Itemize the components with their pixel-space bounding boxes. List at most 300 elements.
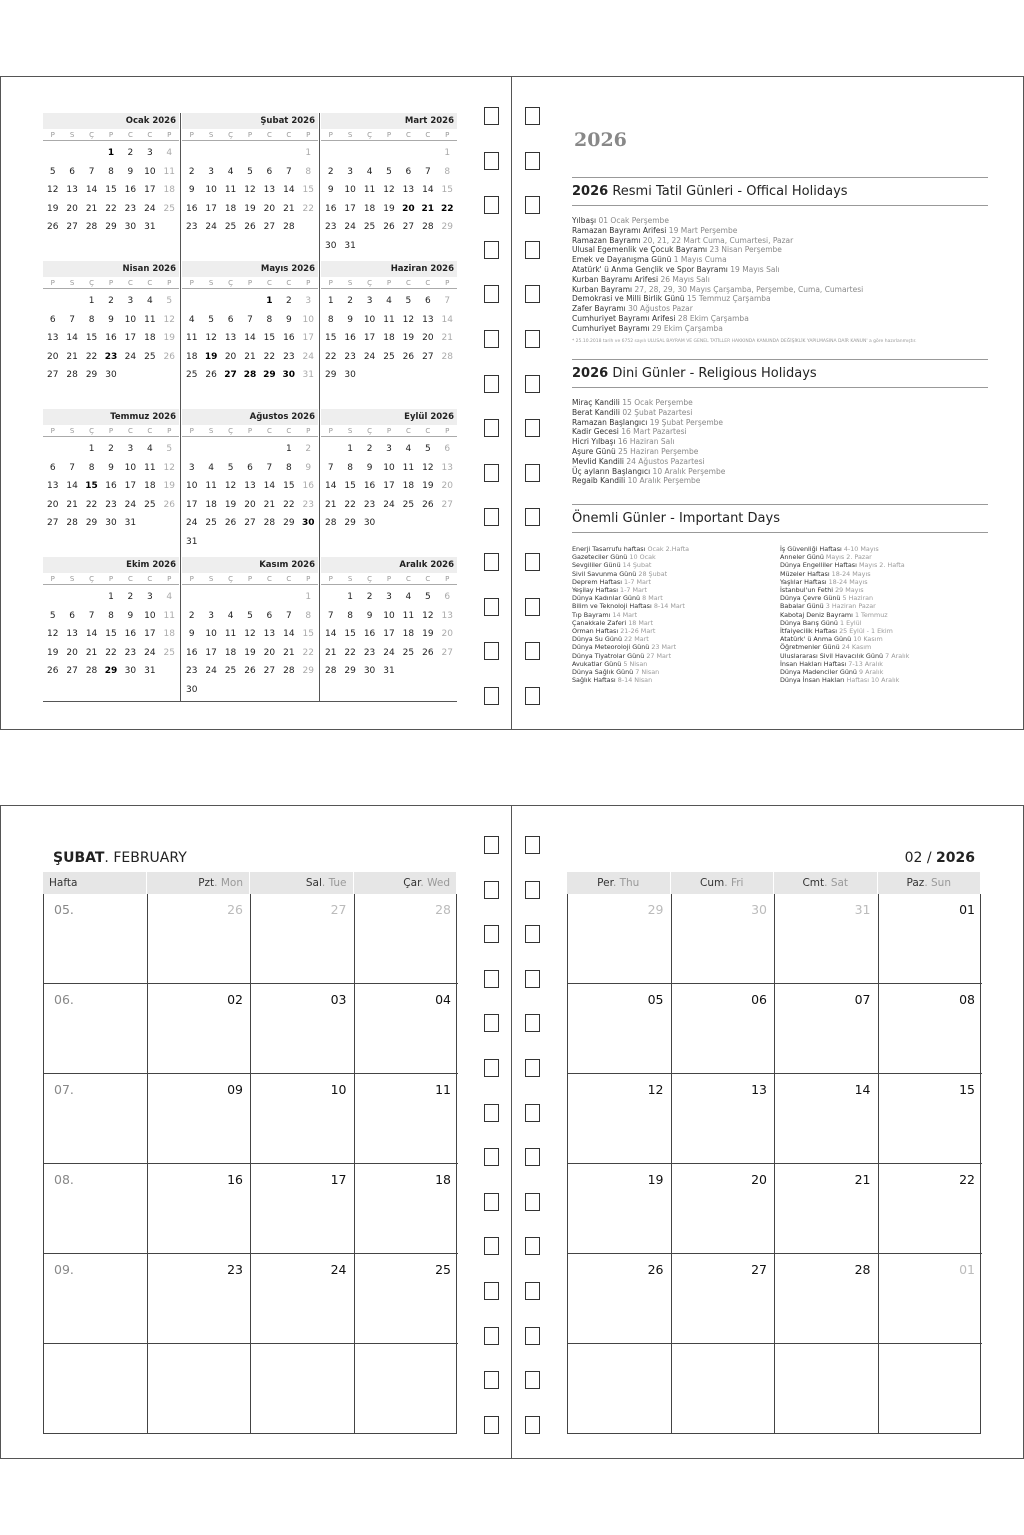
day-number: 4 bbox=[405, 444, 412, 454]
planner-cell bbox=[568, 984, 672, 1074]
planner-cell bbox=[879, 1254, 983, 1344]
planner-cell bbox=[568, 1344, 672, 1434]
day-number: 1 bbox=[305, 592, 312, 602]
day-number: 9 bbox=[366, 462, 373, 473]
day-number: 5 bbox=[166, 444, 173, 454]
day-number: 25 bbox=[402, 499, 415, 510]
day-number: 17 bbox=[330, 1172, 347, 1187]
day-number: 22 bbox=[324, 351, 337, 362]
day-number: 08 bbox=[959, 992, 975, 1007]
day-number bbox=[140, 514, 159, 533]
day-number bbox=[160, 662, 179, 681]
holiday-date: 8 Mart bbox=[642, 594, 663, 603]
week-row bbox=[43, 163, 179, 182]
weekday-letter: S bbox=[208, 131, 214, 139]
day-number: 24 bbox=[344, 222, 356, 232]
planner-cell bbox=[148, 1074, 252, 1164]
holiday-date: Mayıs 2. Hafta bbox=[858, 561, 905, 570]
holiday-date: 18 Mart bbox=[628, 618, 653, 627]
week-row bbox=[43, 496, 179, 515]
day-column-header bbox=[567, 872, 671, 894]
planner-cell bbox=[879, 1344, 983, 1434]
day-number: 21 bbox=[441, 333, 453, 343]
holiday-date: Ocak 2.Hafta bbox=[647, 545, 690, 553]
ring-hole bbox=[484, 553, 499, 571]
mini-calendar-title: Nisan 2026 bbox=[43, 261, 179, 277]
mini-calendar-title: Ekim 2026 bbox=[43, 557, 179, 573]
holiday-name: Berat Kandili bbox=[572, 407, 620, 417]
day-number: 12 bbox=[244, 629, 256, 639]
ring-hole bbox=[525, 241, 540, 259]
ring-hole bbox=[525, 1104, 540, 1122]
holiday-entry bbox=[780, 561, 988, 569]
month-title: ŞUBAT. FEBRUARY bbox=[53, 850, 187, 866]
day-number: 28 bbox=[324, 518, 337, 528]
week-number: 05. bbox=[54, 902, 74, 917]
mini-calendar-title: Ağustos 2026 bbox=[182, 409, 318, 425]
holiday-name: Kurban Bayramı bbox=[572, 284, 633, 294]
day-number: 10 bbox=[124, 314, 137, 325]
day-number: 25 bbox=[435, 1262, 451, 1277]
day-number: 26 bbox=[46, 666, 59, 676]
ring-hole bbox=[484, 1193, 499, 1211]
holiday-name: İtfaiyecilik Haftası bbox=[780, 627, 838, 636]
day-number: 5 bbox=[49, 610, 56, 621]
week-row bbox=[43, 607, 179, 626]
day-number: 30 bbox=[751, 902, 767, 917]
holiday-date: 9 Aralık bbox=[859, 668, 884, 677]
day-name-tr: Çar bbox=[403, 877, 421, 889]
weekday-letter: S bbox=[69, 427, 75, 435]
day-number: 13 bbox=[244, 481, 256, 491]
day-number: 30 bbox=[363, 518, 376, 528]
day-number: 1 bbox=[347, 592, 353, 602]
holiday-date: 14 Mart bbox=[612, 610, 638, 619]
ring-hole bbox=[525, 836, 540, 854]
day-number: 4 bbox=[166, 148, 173, 158]
holiday-date: 1 Eylül bbox=[839, 618, 862, 627]
day-number: 22 bbox=[302, 647, 314, 658]
holiday-name: Gazeteciler Günü bbox=[572, 553, 628, 562]
holiday-name: Kabotaj Deniz Bayramı bbox=[780, 610, 853, 619]
day-number: 16 bbox=[344, 333, 356, 343]
holiday-date: Mayıs 2. Pazar bbox=[825, 553, 872, 562]
day-number: 19 bbox=[402, 333, 415, 343]
day-number: 28 bbox=[854, 1262, 871, 1277]
day-number: 20 bbox=[263, 647, 276, 658]
week-row bbox=[43, 514, 179, 533]
day-number bbox=[221, 440, 240, 459]
mini-calendar-month bbox=[321, 409, 457, 556]
day-number: 19 bbox=[204, 351, 218, 362]
day-number: 2 bbox=[108, 296, 114, 306]
day-number: 21 bbox=[854, 1172, 871, 1187]
day-number: 4 bbox=[208, 462, 214, 473]
day-number bbox=[279, 144, 298, 163]
mini-calendar-month bbox=[182, 113, 318, 260]
holiday-name: Ramazan Bayramı bbox=[572, 235, 641, 245]
planner-cell bbox=[44, 1164, 148, 1254]
day-number: 15 bbox=[263, 333, 276, 343]
day-number: 30 bbox=[185, 684, 198, 695]
week-row bbox=[182, 200, 318, 219]
day-number: 10 bbox=[144, 610, 156, 621]
holiday-name: Dünya Engelliler Haftası bbox=[780, 561, 857, 570]
holiday-entry bbox=[572, 437, 988, 447]
day-number: 13 bbox=[441, 610, 453, 621]
weekday-letter: C bbox=[405, 131, 411, 139]
ring-hole bbox=[525, 107, 540, 125]
day-number: 17 bbox=[363, 333, 376, 343]
day-number bbox=[260, 440, 279, 459]
week-row bbox=[321, 514, 457, 533]
holiday-name: Mevlid Kandili bbox=[572, 456, 624, 466]
day-number: 8 bbox=[347, 462, 353, 473]
planner-cell bbox=[568, 894, 672, 984]
ring-hole bbox=[484, 1059, 499, 1077]
day-number: 1 bbox=[305, 148, 312, 158]
day-number: 3 bbox=[146, 148, 153, 158]
weekday-letter: P bbox=[108, 279, 114, 287]
day-number: 2 bbox=[188, 610, 195, 621]
weekday-letter: P bbox=[189, 131, 194, 139]
day-number: 10 bbox=[205, 629, 217, 639]
day-number: 12 bbox=[383, 185, 395, 195]
important-days-right-column bbox=[780, 545, 988, 684]
day-number: 7 bbox=[266, 462, 273, 473]
holiday-entry bbox=[572, 324, 988, 334]
day-name-en: . Fri bbox=[724, 877, 744, 889]
day-number: 16 bbox=[185, 647, 198, 658]
day-number: 7 bbox=[424, 166, 431, 177]
day-number: 25 bbox=[383, 351, 395, 362]
holiday-entry bbox=[780, 602, 988, 610]
day-number: 15 bbox=[959, 1082, 975, 1097]
day-number: 04 bbox=[435, 992, 451, 1007]
ring-hole bbox=[484, 598, 499, 616]
day-number bbox=[418, 662, 437, 681]
day-number bbox=[379, 144, 398, 163]
planner-cell bbox=[355, 1164, 459, 1254]
holiday-name: Emek ve Dayanışma Günü bbox=[572, 255, 672, 265]
weekday-letter: P bbox=[445, 131, 450, 139]
day-column-header bbox=[671, 872, 775, 894]
year-calendar-page bbox=[0, 77, 512, 729]
planner-cell bbox=[251, 1254, 355, 1344]
day-number: 29 bbox=[302, 666, 314, 676]
day-number: 3 bbox=[347, 166, 353, 177]
day-number: 24 bbox=[302, 351, 314, 362]
ring-hole bbox=[525, 925, 540, 943]
day-number: 13 bbox=[422, 314, 434, 325]
ring-hole bbox=[525, 419, 540, 437]
day-number: 29 bbox=[441, 222, 453, 232]
week-row bbox=[182, 181, 318, 200]
day-number: 2 bbox=[127, 592, 134, 602]
day-number: 3 bbox=[127, 444, 134, 454]
day-number: 16 bbox=[283, 333, 295, 343]
holiday-name: Bilim ve Teknoloji Haftası bbox=[572, 602, 652, 611]
weekday-letter: C bbox=[286, 131, 292, 139]
weekday-letter: P bbox=[328, 427, 333, 435]
weekday-letter: C bbox=[266, 279, 272, 287]
day-number: 4 bbox=[405, 592, 412, 602]
week-row bbox=[182, 496, 318, 515]
day-column-header bbox=[250, 872, 354, 894]
planner-cell bbox=[355, 1254, 459, 1344]
day-number: 5 bbox=[49, 166, 56, 177]
day-number: 17 bbox=[185, 499, 198, 510]
day-number: 4 bbox=[188, 314, 195, 325]
day-number: 8 bbox=[266, 314, 273, 325]
ring-hole bbox=[525, 881, 540, 899]
left-planner-grid bbox=[43, 894, 457, 1434]
weekday-letter: Ç bbox=[367, 279, 372, 287]
weekday-letter: C bbox=[425, 427, 431, 435]
day-number: 22 bbox=[85, 499, 98, 510]
day-number: 24 bbox=[330, 1262, 347, 1277]
day-number bbox=[260, 588, 279, 607]
ring-hole bbox=[525, 598, 540, 616]
day-number: 14 bbox=[854, 1082, 871, 1097]
religious-holidays-title: 2026 Dini Günler - Religious Holidays bbox=[572, 359, 988, 388]
day-number: 12 bbox=[647, 1082, 664, 1097]
day-number: 17 bbox=[205, 203, 217, 214]
day-number: 17 bbox=[144, 185, 156, 195]
day-number bbox=[399, 237, 418, 256]
weekday-letter: C bbox=[405, 427, 411, 435]
day-number: 07 bbox=[854, 992, 871, 1007]
ring-hole bbox=[484, 1282, 499, 1300]
holiday-date: 16 Mart Pazartesi bbox=[621, 427, 687, 437]
weekday-letter: S bbox=[208, 575, 214, 583]
day-number: 4 bbox=[166, 592, 173, 602]
holiday-entry bbox=[572, 570, 780, 578]
religious-holidays-section bbox=[572, 359, 988, 486]
day-number: 12 bbox=[46, 629, 59, 639]
day-number: 30 bbox=[282, 370, 296, 380]
day-number: 19 bbox=[163, 333, 175, 343]
weekday-letter: Ç bbox=[228, 427, 233, 435]
week-row bbox=[321, 292, 457, 311]
weekday-letter: P bbox=[167, 131, 172, 139]
day-number bbox=[82, 588, 101, 607]
day-number: 7 bbox=[285, 166, 292, 177]
ring-hole bbox=[525, 330, 540, 348]
holiday-date: 8-14 Mart bbox=[653, 602, 685, 611]
day-number bbox=[201, 588, 220, 607]
ring-hole bbox=[484, 375, 499, 393]
week-number: 09. bbox=[54, 1262, 74, 1277]
holiday-date: 1-7 Mart bbox=[620, 586, 648, 595]
weekday-header-row bbox=[43, 425, 179, 437]
legal-note: * 25.10.2018 tarih ve 6752 sayılı ULUSAL BAYRAM VE GENEL TATİLLER HAKKINDA KANUNDA DEĞİŞİKLİK YAPILMASINA DAİR KANUN' a göre hazırlanmıştır. bbox=[572, 338, 917, 344]
day-number: 24 bbox=[185, 518, 198, 528]
planner-cell bbox=[672, 1344, 776, 1434]
mini-calendar-title: Ocak 2026 bbox=[43, 113, 179, 129]
mini-calendar-month bbox=[182, 557, 318, 704]
day-number: 7 bbox=[69, 462, 75, 473]
planner-cell bbox=[672, 984, 776, 1074]
day-number: 23 bbox=[185, 222, 198, 232]
weekday-letter: C bbox=[286, 427, 292, 435]
day-number: 14 bbox=[422, 185, 434, 195]
week-row bbox=[321, 163, 457, 182]
day-number: 18 bbox=[163, 629, 175, 639]
day-number bbox=[160, 218, 179, 237]
holiday-entry bbox=[780, 553, 988, 561]
day-number bbox=[279, 681, 298, 700]
day-number: 21 bbox=[263, 499, 276, 510]
holiday-date: 7-13 Aralık bbox=[848, 659, 883, 668]
day-number: 30 bbox=[324, 240, 337, 251]
day-number: 4 bbox=[146, 296, 153, 306]
day-number: 8 bbox=[88, 314, 95, 325]
day-number: 16 bbox=[105, 481, 117, 491]
day-number bbox=[182, 144, 201, 163]
weekday-letter: P bbox=[386, 427, 392, 435]
day-number: 18 bbox=[205, 499, 217, 510]
mini-calendar-title: Mart 2026 bbox=[321, 113, 457, 129]
week-row bbox=[321, 662, 457, 681]
day-number: 03 bbox=[330, 992, 347, 1007]
day-number: 13 bbox=[46, 333, 59, 343]
weekday-letter: C bbox=[425, 131, 431, 139]
holiday-name: Dünya Meteoroloji Günü bbox=[572, 643, 650, 652]
day-number bbox=[62, 440, 81, 459]
day-number: 18 bbox=[144, 333, 156, 343]
day-number: 6 bbox=[266, 166, 273, 177]
day-number: 2 bbox=[305, 444, 312, 454]
holiday-date: 24 Kasım bbox=[841, 643, 872, 652]
weekday-letter: P bbox=[167, 427, 172, 435]
day-number: 8 bbox=[88, 462, 95, 473]
day-number: 16 bbox=[124, 629, 137, 639]
holiday-entry bbox=[780, 578, 988, 586]
ring-hole bbox=[484, 1014, 499, 1032]
ring-hole bbox=[484, 196, 499, 214]
column-divider bbox=[319, 113, 320, 701]
week-row bbox=[43, 218, 179, 237]
day-number bbox=[299, 533, 318, 552]
holiday-date: 15 Temmuz Çarşamba bbox=[686, 294, 771, 304]
day-number: 11 bbox=[224, 185, 237, 195]
day-number bbox=[438, 237, 457, 256]
day-number bbox=[321, 588, 340, 607]
day-number bbox=[360, 237, 379, 256]
day-number: 27 bbox=[751, 1262, 767, 1277]
day-number: 22 bbox=[440, 203, 454, 214]
holiday-name: Ulusal Egemenlik ve Çocuk Bayramı bbox=[572, 245, 708, 255]
day-number: 25 bbox=[185, 370, 198, 380]
day-number bbox=[418, 366, 437, 385]
holiday-name: Atatürk' ü Anma Gençlik ve Spor Bayramı bbox=[572, 264, 728, 274]
day-number: 29 bbox=[85, 370, 98, 380]
weekday-header-row bbox=[321, 129, 457, 141]
day-number bbox=[260, 144, 279, 163]
day-number: 2 bbox=[127, 148, 134, 158]
day-number bbox=[418, 237, 437, 256]
holiday-name: Ramazan Başlangıcı bbox=[572, 417, 648, 427]
holiday-date: 10 Aralık Perşembe bbox=[652, 466, 726, 476]
day-number: 19 bbox=[422, 481, 434, 491]
holiday-date: 16 Haziran Salı bbox=[617, 437, 675, 447]
ring-hole bbox=[525, 553, 540, 571]
week-row bbox=[321, 218, 457, 237]
holiday-date: 19 Mart Perşembe bbox=[668, 225, 738, 235]
day-number: 1 bbox=[107, 148, 115, 158]
holiday-date: 1 Mayıs Cuma bbox=[673, 255, 727, 265]
day-number: 24 bbox=[205, 222, 217, 232]
day-number: 3 bbox=[386, 444, 392, 454]
day-number: 26 bbox=[46, 222, 59, 232]
holiday-entry bbox=[780, 660, 988, 668]
holiday-date: 3 Haziran Pazar bbox=[825, 602, 876, 611]
week-row bbox=[321, 200, 457, 219]
day-number: 28 bbox=[85, 222, 98, 232]
week-row bbox=[182, 662, 318, 681]
weekday-letter: S bbox=[208, 279, 214, 287]
day-number: 3 bbox=[386, 592, 392, 602]
day-number: 17 bbox=[124, 333, 137, 343]
day-number: 28 bbox=[435, 902, 451, 917]
day-number: 10 bbox=[330, 1082, 347, 1097]
day-number: 15 bbox=[302, 185, 314, 195]
holiday-entry bbox=[780, 594, 988, 602]
day-number: 27 bbox=[263, 222, 276, 232]
day-number: 16 bbox=[185, 203, 198, 214]
day-number: 29 bbox=[104, 666, 118, 676]
week-row bbox=[321, 181, 457, 200]
day-number: 5 bbox=[227, 462, 234, 473]
holiday-name: Dünya Madenciler Günü bbox=[780, 668, 857, 677]
weekday-letter: P bbox=[306, 279, 311, 287]
day-number: 9 bbox=[188, 185, 195, 195]
week-row bbox=[43, 588, 179, 607]
day-number: 29 bbox=[263, 370, 276, 380]
day-number: 4 bbox=[386, 296, 392, 306]
ring-hole bbox=[525, 1059, 540, 1077]
day-number bbox=[221, 292, 240, 311]
day-number: 16 bbox=[363, 629, 376, 639]
day-number bbox=[82, 144, 101, 163]
day-column-header bbox=[43, 872, 147, 894]
holiday-name: Cumhuriyet Bayramı Arifesi bbox=[572, 313, 676, 323]
day-number: 13 bbox=[751, 1082, 767, 1097]
holiday-entry bbox=[572, 676, 780, 684]
day-number: 8 bbox=[285, 462, 292, 473]
day-number: 5 bbox=[247, 166, 253, 177]
mini-calendar-title: Aralık 2026 bbox=[321, 557, 457, 573]
day-number: 12 bbox=[244, 185, 256, 195]
day-number: 27 bbox=[46, 370, 59, 380]
holiday-entry bbox=[572, 578, 780, 586]
day-number: 26 bbox=[422, 647, 434, 658]
planner-cell bbox=[148, 1344, 252, 1434]
day-number: 15 bbox=[85, 481, 98, 491]
day-number: 22 bbox=[344, 647, 356, 658]
day-number bbox=[62, 144, 81, 163]
day-number: 11 bbox=[144, 314, 156, 325]
planner-left-page bbox=[0, 806, 512, 1458]
day-number: 14 bbox=[283, 629, 295, 639]
holiday-entry bbox=[572, 652, 780, 660]
day-number: 20 bbox=[46, 351, 59, 362]
day-number: 01 bbox=[959, 902, 975, 917]
day-number: 2 bbox=[108, 444, 114, 454]
ring-hole bbox=[484, 152, 499, 170]
week-row bbox=[321, 477, 457, 496]
